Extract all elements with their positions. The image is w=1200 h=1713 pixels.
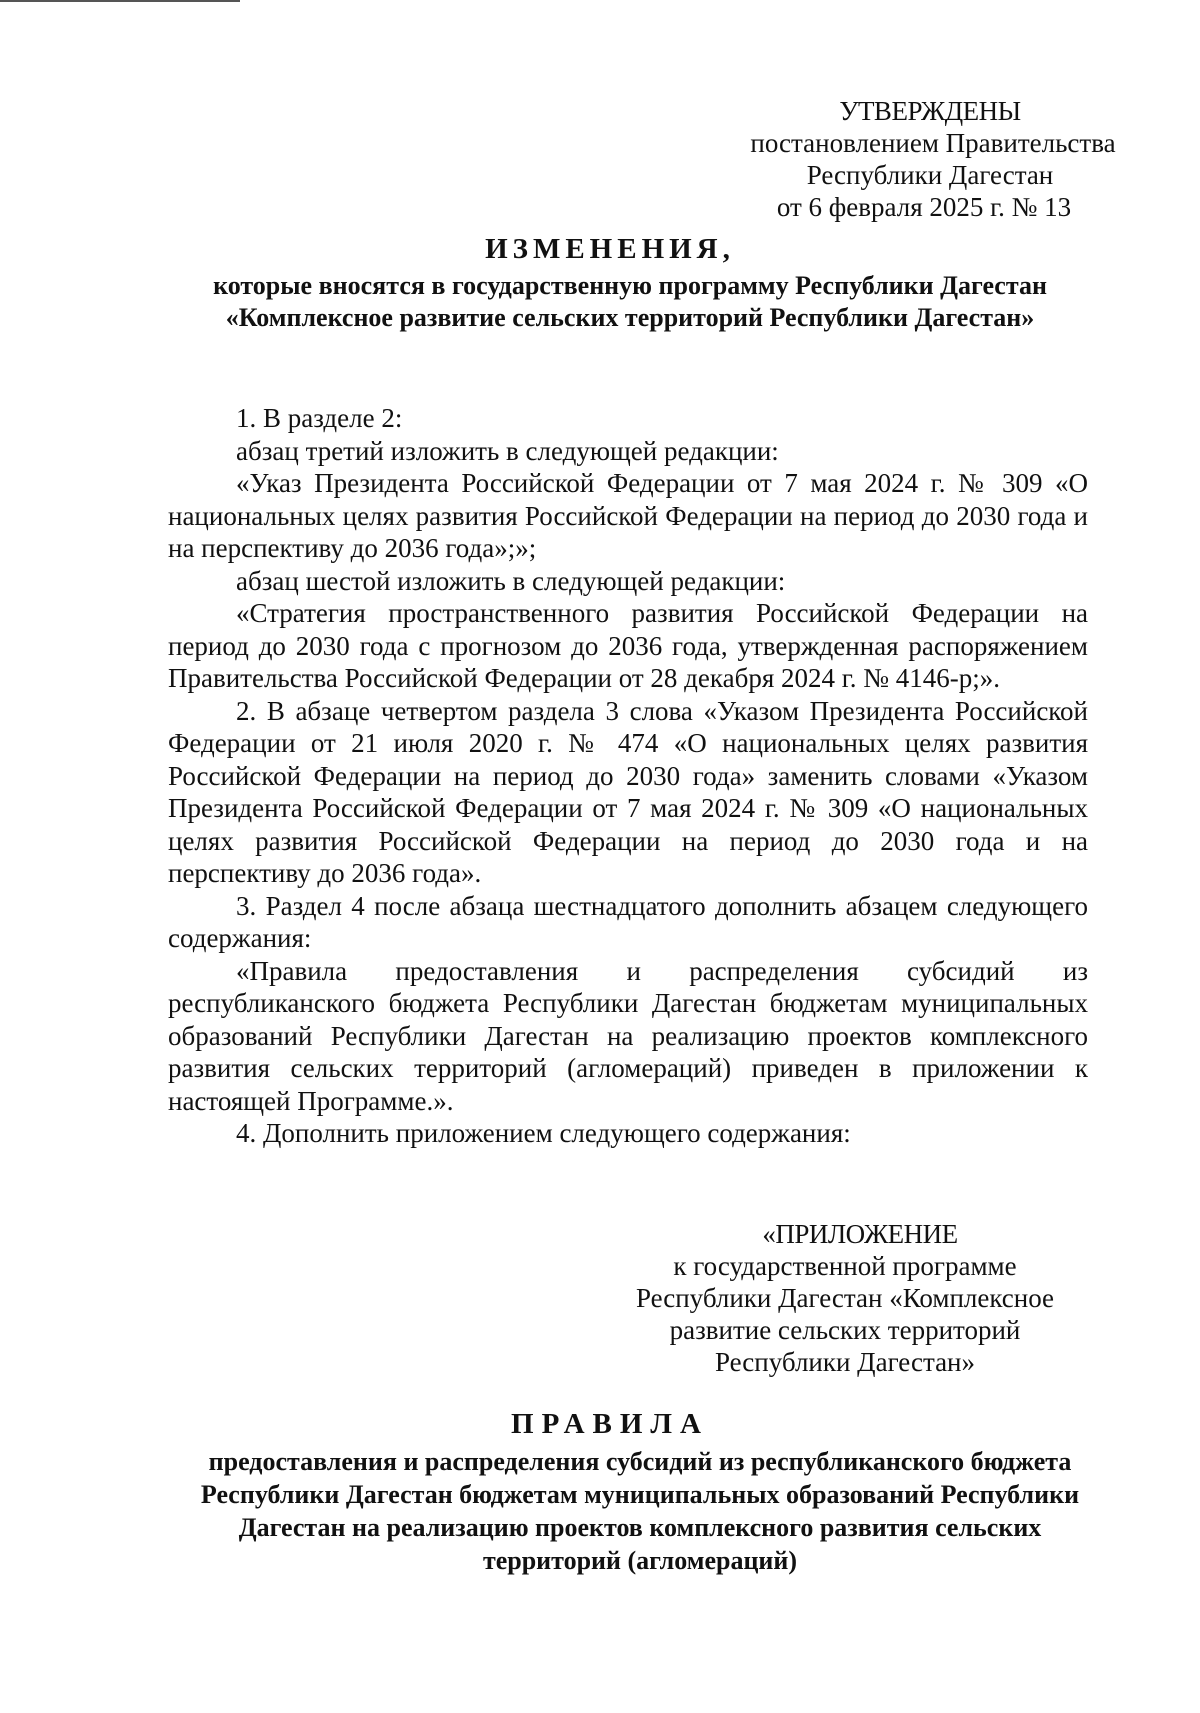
paragraph: «Правила предоставления и распределения субсидий из республиканского бюджета Республики Дагестан бюджетам муниципальных образований Республики Дагестан на реализацию проектов комплексного развития сельских территорий (агломераций) приведен в приложении к настоящей Программе.».	[168, 955, 1088, 1116]
paragraph: абзац шестой изложить в следующей редакции:	[236, 565, 786, 596]
approval-title: УТВЕРЖДЕНЫ	[839, 96, 1021, 126]
paragraph: абзац третий изложить в следующей редакции:	[236, 435, 779, 466]
document-body	[168, 402, 1088, 1150]
approval-line-1: постановлением Правительства	[750, 128, 1116, 158]
rules-title: ПРАВИЛА	[511, 1408, 709, 1440]
scan-artifact-line	[0, 0, 240, 2]
appendix-block	[610, 1218, 1080, 1378]
appendix-line-2: Республики Дагестан «Комплексное	[635, 1283, 1055, 1313]
paragraph: 3. Раздел 4 после абзаца шестнадцатого дополнить абзацем следующего содержания:	[168, 890, 1088, 953]
document-title: ИЗМЕНЕНИЯ,	[485, 233, 735, 265]
paragraph: «Стратегия пространственного развития Российской Федерации на период до 2030 года с прогнозом до 2036 года, утвержденная распоряжением Правительства Российской Федерации от 28 декабря 2024 г. № 4146-р;».	[168, 598, 1088, 693]
paragraph: 2. В абзаце четвертом раздела 3 слова «Указом Президента Российской Федерации от 21 июля 2020 г. № 474 «О национальных целях развития Российской Федерации на период до 2030 года» заменить словами «Указом Президента Российской Федерации от 7 мая 2024 г. № 309 «О национальных целях развития Российской Федерации на период до 2030 года и на перспективу до 2036 года».	[168, 695, 1088, 888]
appendix-line-3: развитие сельских территорий	[669, 1315, 1021, 1345]
document-subtitle: которые вносятся в государственную программу Республики Дагестан «Комплексное развитие сельских территорий Республики Дагестан»	[213, 271, 1047, 332]
appendix-title: «ПРИЛОЖЕНИЕ	[762, 1219, 958, 1249]
approval-line-3: от 6 февраля 2025 г. № 13	[776, 192, 1072, 222]
approval-line-2: Республики Дагестан	[806, 160, 1054, 190]
appendix-line-4: Республики Дагестан»	[714, 1347, 976, 1377]
paragraph: 1. В разделе 2:	[236, 403, 403, 433]
paragraph: «Указ Президента Российской Федерации от 7 мая 2024 г. № 309 «О национальных целях развития Российской Федерации на период до 2030 года и на перспективу до 2036 года»;»;	[168, 468, 1088, 563]
approval-block	[740, 95, 1120, 223]
rules-subtitle: предоставления и распределения субсидий из республиканского бюджета Республики Дагестан бюджетам муниципальных образований Республики Дагестан на реализацию проектов комплексного развития сельских территорий (агломераций)	[200, 1447, 1080, 1575]
appendix-line-1: к государственной программе	[673, 1251, 1017, 1281]
paragraph: 4. Дополнить приложением следующего содержания:	[236, 1118, 851, 1148]
